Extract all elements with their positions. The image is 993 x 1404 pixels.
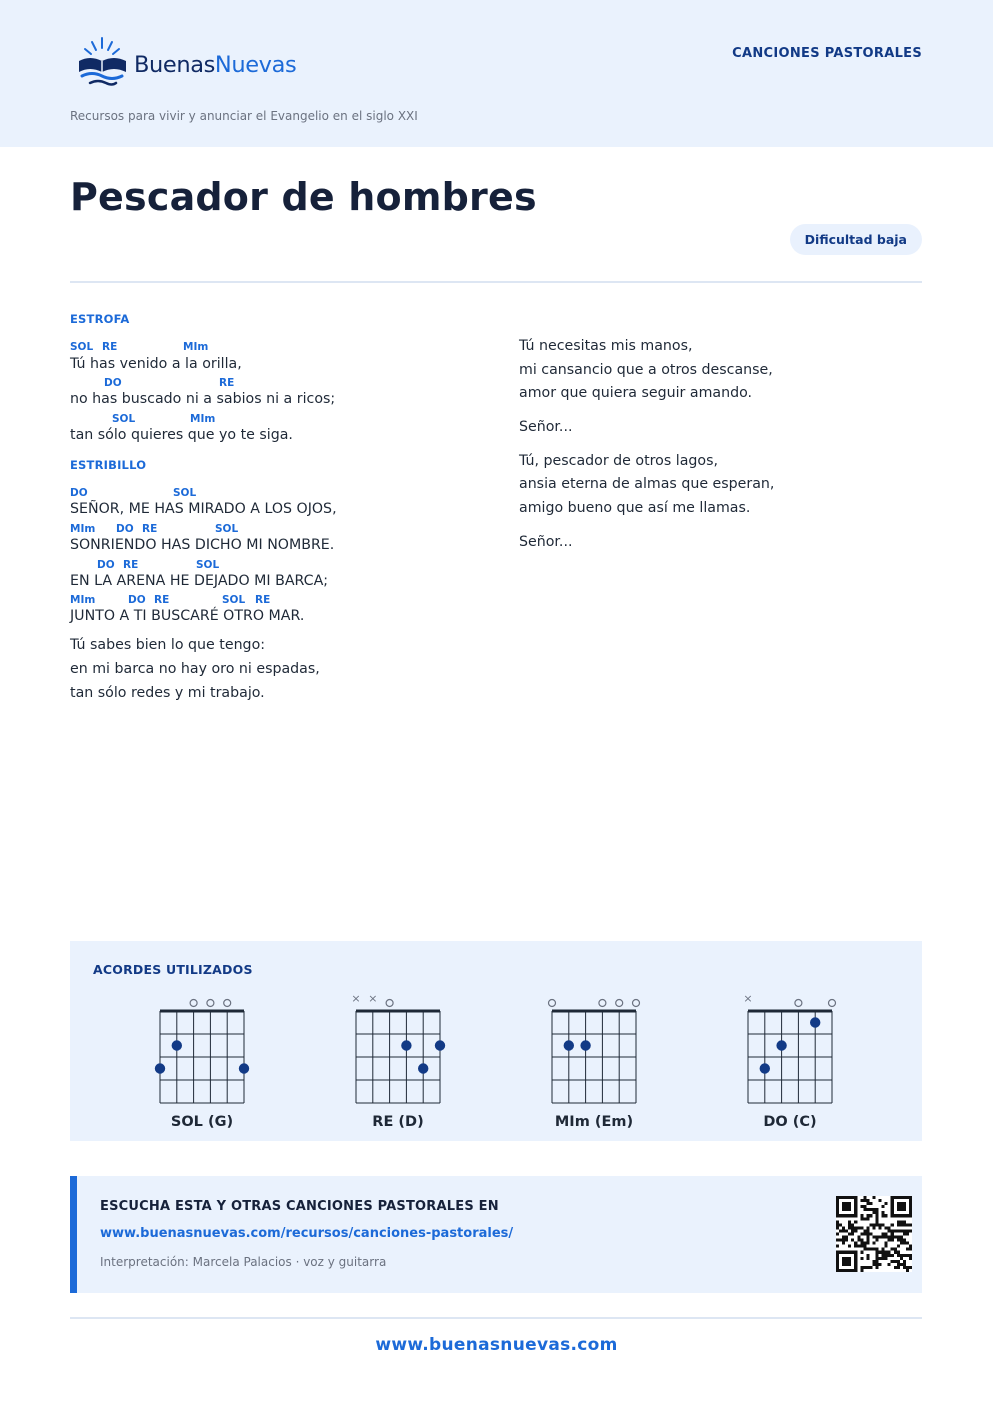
- chord-line: [70, 523, 470, 537]
- section-tag[interactable]: CANCIONES PASTORALES: [732, 46, 922, 61]
- chord-label: RE: [255, 594, 271, 606]
- finger-dot: [172, 1040, 182, 1050]
- lyric-line: mi cansancio que a otros descanse,: [519, 362, 773, 378]
- chord-diagram-name: SOL (G): [170, 1114, 234, 1130]
- chord-line: [70, 413, 470, 427]
- chord-label: MIm: [70, 594, 96, 606]
- chord-label: MIm: [70, 523, 96, 535]
- lyric-line: Tú has venido a la orilla,: [70, 356, 242, 372]
- chord-label: SOL: [215, 523, 239, 535]
- chords-used-panel: [70, 941, 922, 1141]
- estribillo-label: ESTRIBILLO: [70, 458, 147, 472]
- lyric-line: Tú, pescador de otros lagos,: [519, 453, 718, 469]
- page-header: [0, 0, 993, 147]
- refrain-line: Señor...: [519, 419, 573, 435]
- lyric-line: EN LA ARENA HE DEJADO MI BARCA;: [70, 573, 329, 589]
- open-string-icon: [190, 1000, 197, 1007]
- chord-diagram-name: MIm (Em): [554, 1114, 634, 1130]
- footer-link[interactable]: www.buenasnuevas.com: [375, 1335, 618, 1355]
- finger-dot: [776, 1040, 786, 1050]
- lyric-line: no has buscado ni a sabios ni a ricos;: [70, 391, 336, 407]
- chord-diagram-mim: [524, 993, 664, 1133]
- open-string-icon: [599, 1000, 606, 1007]
- lyric-line: amigo bueno que así me llamas.: [519, 500, 751, 516]
- finger-dot: [580, 1040, 590, 1050]
- listen-title: ESCUCHA ESTA Y OTRAS CANCIONES PASTORALES EN: [100, 1199, 499, 1214]
- song-title: Pescador de hombres: [70, 175, 537, 219]
- chord-line: [70, 594, 470, 608]
- chord-diagram-sol: [132, 993, 272, 1133]
- brand-logo[interactable]: [76, 36, 296, 94]
- performer-credit: Interpretación: Marcela Palacios · voz y guitarra: [100, 1255, 387, 1269]
- listen-box: [70, 1176, 922, 1293]
- chord-label: RE: [154, 594, 170, 606]
- finger-dot: [418, 1063, 428, 1073]
- chord-diagram-do: [720, 993, 860, 1133]
- chord-diagram-re: [328, 993, 468, 1133]
- book-logo-icon: [76, 36, 134, 94]
- chord-diagram-name: DO (C): [763, 1114, 817, 1130]
- chord-line: [70, 341, 470, 355]
- brand-name-part2: Nuevas: [214, 52, 297, 78]
- chord-label: RE: [219, 377, 235, 389]
- chord-label: SOL: [222, 594, 246, 606]
- chord-line: [70, 559, 470, 573]
- chord-diagram-name: RE (D): [372, 1114, 424, 1130]
- finger-dot: [810, 1017, 820, 1027]
- lyric-line: JUNTO A TI BUSCARÉ OTRO MAR.: [70, 608, 305, 624]
- chord-line: [70, 487, 470, 501]
- finger-dot: [239, 1063, 249, 1073]
- chord-label: DO: [97, 559, 115, 571]
- qr-code-icon[interactable]: [836, 1196, 912, 1272]
- lyric-line: ansia eterna de almas que esperan,: [519, 476, 775, 492]
- chord-label: RE: [142, 523, 158, 535]
- chord-label: SOL: [196, 559, 220, 571]
- muted-string-icon: ×: [743, 993, 753, 1005]
- chord-line: [70, 377, 470, 391]
- open-string-icon: [633, 1000, 640, 1007]
- lyric-line: SONRIENDO HAS DICHO MI NOMBRE.: [70, 537, 335, 553]
- open-string-icon: [386, 1000, 393, 1007]
- open-string-icon: [829, 1000, 836, 1007]
- open-string-icon: [224, 1000, 231, 1007]
- brand-wordmark: [134, 52, 296, 78]
- title-divider: [70, 281, 922, 283]
- lyric-line: tan sólo redes y mi trabajo.: [70, 685, 265, 701]
- lyric-line: Tú necesitas mis manos,: [519, 338, 693, 354]
- brand-name-part1: Buenas: [134, 52, 215, 78]
- lyric-line: en mi barca no hay oro ni espadas,: [70, 661, 320, 677]
- open-string-icon: [207, 1000, 214, 1007]
- chord-label: MIm: [190, 413, 216, 425]
- guitar-chord-grid-icon: [524, 993, 664, 1108]
- guitar-chord-grid-icon: [328, 993, 468, 1108]
- lyric-line: SEÑOR, ME HAS MIRADO A LOS OJOS,: [70, 501, 337, 517]
- chord-label: RE: [123, 559, 139, 571]
- finger-dot: [435, 1040, 445, 1050]
- guitar-chord-grid-icon: [132, 993, 272, 1108]
- muted-string-icon: ×: [368, 993, 378, 1005]
- difficulty-badge: Dificultad baja: [790, 224, 922, 255]
- lyric-line: tan sólo quieres que yo te siga.: [70, 427, 293, 443]
- estrofa-label: ESTROFA: [70, 312, 130, 326]
- chord-label: RE: [102, 341, 118, 353]
- footer-divider: [70, 1317, 922, 1319]
- chord-label: DO: [104, 377, 122, 389]
- chord-label: MIm: [183, 341, 209, 353]
- finger-dot: [760, 1063, 770, 1073]
- open-string-icon: [795, 1000, 802, 1007]
- finger-dot: [155, 1063, 165, 1073]
- lyric-line: Tú sabes bien lo que tengo:: [70, 637, 266, 653]
- chord-label: SOL: [173, 487, 197, 499]
- chord-label: SOL: [70, 341, 94, 353]
- chords-used-title: ACORDES UTILIZADOS: [93, 962, 253, 977]
- chord-label: DO: [116, 523, 134, 535]
- lyric-line: amor que quiera seguir amando.: [519, 385, 753, 401]
- listen-link[interactable]: www.buenasnuevas.com/recursos/canciones-pastorales/: [100, 1226, 514, 1241]
- finger-dot: [564, 1040, 574, 1050]
- chord-label: SOL: [112, 413, 136, 425]
- open-string-icon: [549, 1000, 556, 1007]
- guitar-chord-grid-icon: [720, 993, 860, 1108]
- muted-string-icon: ×: [351, 993, 361, 1005]
- chord-label: DO: [70, 487, 88, 499]
- brand-tagline: Recursos para vivir y anunciar el Evangelio en el siglo XXI: [70, 109, 418, 123]
- open-string-icon: [616, 1000, 623, 1007]
- chord-label: DO: [128, 594, 146, 606]
- refrain-line: Señor...: [519, 534, 573, 550]
- finger-dot: [401, 1040, 411, 1050]
